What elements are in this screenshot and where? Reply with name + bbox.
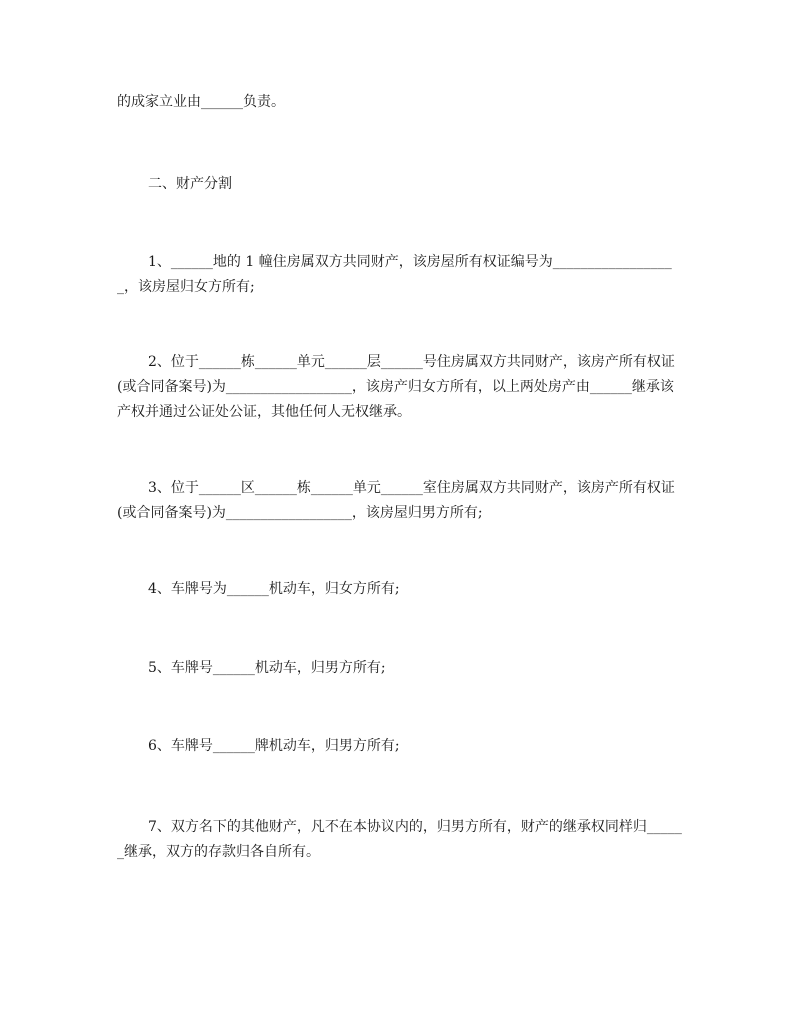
clause-1: 1、______地的 1 幢住房属双方共同财产，该房屋所有权证编号为__________________，该房屋归女方所有; (117, 254, 672, 295)
clause-5: 5、车牌号______机动车，归男方所有; (148, 660, 386, 676)
section-heading-property-division: 二、财产分割 (148, 176, 232, 192)
clause-6: 6、车牌号______牌机动车，归男方所有; (148, 738, 400, 754)
clause-4: 4、车牌号为______机动车，归女方所有; (148, 581, 400, 597)
clause-2: 2、位于______栋______单元______层______号住房属双方共同财产，该房产所有权证(或合同备案号)为__________________，该房产归女方所有，以上两处房产由______继承该产权并通过公证处公证，其他任何人无权继承。 (117, 354, 675, 420)
clause-7: 7、双方名下的其他财产，凡不在本协议内的，归男方所有，财产的继承权同样归______继承，双方的存款归各自所有。 (117, 819, 682, 860)
clause-3: 3、位于______区______栋______单元______室住房属双方共同财产，该房产所有权证(或合同备案号)为__________________，该房屋归男方所有; (117, 480, 675, 521)
paragraph-continuation: 的成家立业由______负责。 (117, 94, 285, 110)
